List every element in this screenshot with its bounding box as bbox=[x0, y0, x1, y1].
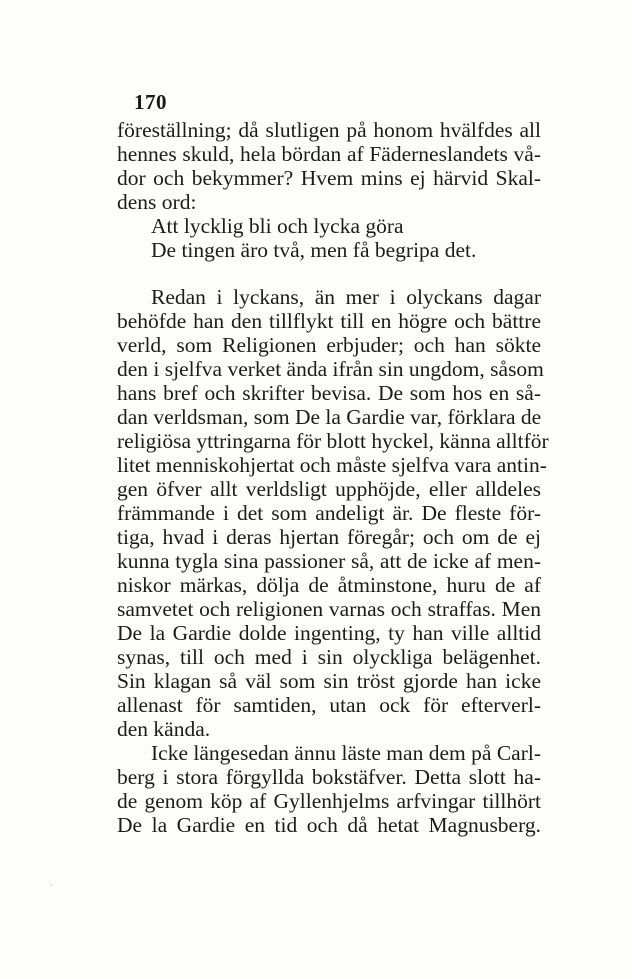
text-line: främmande i det som andeligt är. De fleste för- bbox=[117, 501, 541, 525]
text-line: hans bref och skrifter bevisa. De som hos en så- bbox=[117, 381, 541, 405]
text-line: tiga, hvad i deras hjertan föregår; och om de ej bbox=[117, 525, 541, 549]
text-line: verld, som Religionen erbjuder; och han sökte bbox=[117, 333, 541, 357]
text-line: de genom köp af Gyllenhjelms arfvingar tillhört bbox=[117, 789, 541, 813]
text-line: kunna tygla sina passioner så, att de icke af men- bbox=[117, 549, 541, 573]
page-number: 170 bbox=[134, 90, 167, 114]
text-line: dan verldsman, som De la Gardie var, förklara de bbox=[117, 405, 542, 429]
text-line: dor och bekymmer? Hvem mins ej härvid Skal- bbox=[117, 166, 541, 190]
verse-line: Att lycklig bli och lycka göra bbox=[151, 214, 404, 238]
paragraph-3 bbox=[117, 741, 541, 837]
text-line: allenast för samtiden, utan ock för efterverl- bbox=[117, 693, 541, 717]
text-line: De la Gardie en tid och då hetat Magnusberg. bbox=[117, 813, 541, 837]
text-line: den kända. bbox=[117, 717, 211, 741]
text-line: behöfde han den tillflykt till en högre och bättre bbox=[117, 309, 541, 333]
text-line: Icke längesedan ännu läste man dem på Carl- bbox=[151, 741, 541, 765]
paper-speck bbox=[50, 884, 52, 886]
verse-quote bbox=[117, 214, 541, 262]
text-line: De la Gardie dolde ingenting, ty han ville alltid bbox=[117, 621, 541, 645]
text-line: synas, till och med i sin olyckliga belägenhet. bbox=[117, 645, 541, 669]
text-line: niskor märkas, dölja de åtminstone, huru de af bbox=[117, 573, 541, 597]
text-line: den i sjelfva verket ända ifrån sin ungdom, såsom bbox=[117, 357, 544, 381]
text-line: religiösa yttringarna för blott hyckel, känna alltför bbox=[117, 429, 549, 453]
text-line: Sin klagan så väl som sin tröst gjorde han icke bbox=[117, 669, 541, 693]
text-line: dens ord: bbox=[117, 190, 197, 214]
text-line: litet menniskohjertat och måste sjelfva vara antin- bbox=[117, 453, 547, 477]
text-line: gen öfver allt verldsligt upphöjde, eller alldeles bbox=[117, 477, 541, 501]
paragraph-2 bbox=[117, 285, 549, 741]
text-line: Redan i lyckans, än mer i olyckans dagar bbox=[151, 285, 541, 309]
text-line: samvetet och religionen varnas och straffas. Men bbox=[117, 597, 541, 621]
text-line: berg i stora förgyllda bokstäfver. Detta slott ha- bbox=[117, 765, 541, 789]
text-line: hennes skuld, hela bördan af Fäderneslandets vå- bbox=[117, 142, 541, 166]
paragraph-1 bbox=[117, 118, 541, 214]
verse-line: De tingen äro två, men få begripa det. bbox=[151, 238, 477, 262]
text-line: föreställning; då slutligen på honom hvälfdes all bbox=[117, 118, 541, 142]
